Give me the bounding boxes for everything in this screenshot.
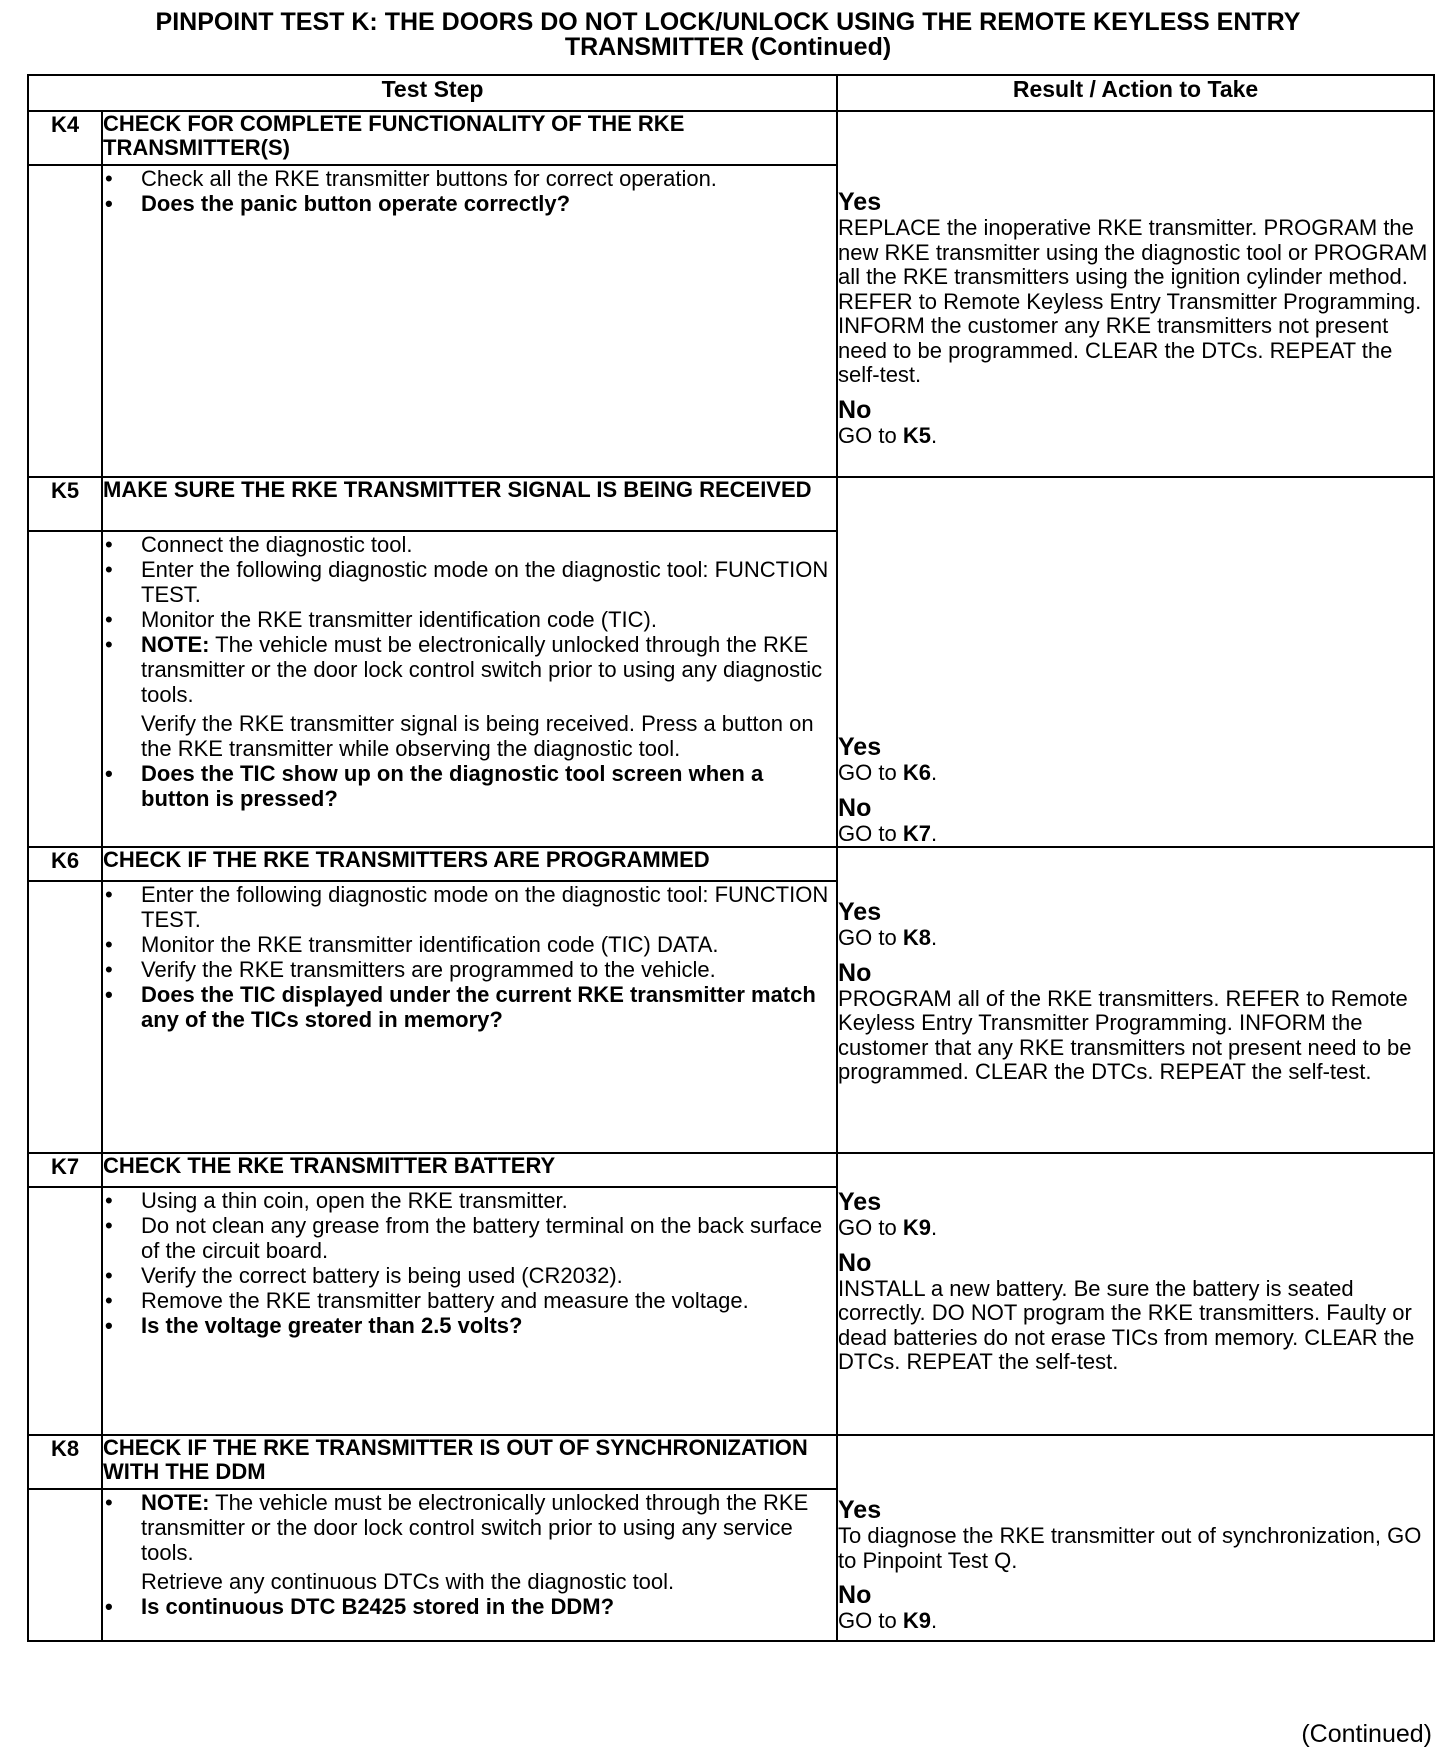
step-k6-result: [837, 847, 1434, 1153]
step-k4-instructions: [102, 165, 837, 477]
list-item: • Monitor the RKE transmitter identification code (TIC).: [103, 607, 836, 632]
list-item: • NOTE: The vehicle must be electronically unlocked through the RKE transmitter or the door lock control switch prior to using any diagnostic tools.: [103, 632, 836, 707]
list-item: • Monitor the RKE transmitter identification code (TIC) DATA.: [103, 932, 836, 957]
pinpoint-test-table: [27, 74, 1435, 1642]
no-label: No: [838, 958, 872, 987]
step-k5-heading-row: [28, 477, 1434, 531]
step-k8-instructions: [102, 1489, 837, 1641]
header-result: Result / Action to Take: [837, 75, 1434, 111]
yes-action: REPLACE the inoperative RKE transmitter. PROGRAM the new RKE transmitter using the diagnostic tool or PROGRAM all the RKE transmitters using the ignition cylinder method. REFER to Remote Keyless Entry Transmitter Programming. INFORM the customer any RKE transmitters not present need to be programmed. CLEAR the DTCs. REPEAT the self-test.: [838, 215, 1428, 387]
no-label: No: [838, 395, 872, 424]
yes-action: GO to K9.: [838, 1215, 938, 1240]
step-k7-result: [837, 1153, 1434, 1435]
no-label: No: [838, 1581, 872, 1609]
step-id: K5: [28, 477, 102, 531]
yes-label: Yes: [838, 1188, 882, 1216]
list-item: • NOTE: The vehicle must be electronically unlocked through the RKE transmitter or the door lock control switch prior to using any service tools.: [103, 1490, 836, 1565]
step-continuation: Verify the RKE transmitter signal is being received. Press a button on the RKE transmitter while observing the diagnostic tool.: [141, 711, 814, 761]
list-item: • Using a thin coin, open the RKE transmitter.: [103, 1188, 836, 1213]
step-k7-instructions: [102, 1187, 837, 1435]
list-item: • Verify the correct battery is being used (CR2032).: [103, 1263, 836, 1288]
step-id: K7: [28, 1153, 102, 1187]
header-test-step: Test Step: [28, 75, 837, 111]
note-label: NOTE:: [141, 1490, 210, 1515]
list-item: • Check all the RKE transmitter buttons for correct operation.: [103, 166, 836, 191]
list-item: • Connect the diagnostic tool.: [103, 532, 836, 557]
list-item: • Does the TIC displayed under the current RKE transmitter match any of the TICs stored in memory?: [103, 982, 836, 1032]
step-k8-heading-row: [28, 1435, 1434, 1489]
list-item: • Does the panic button operate correctly?: [103, 191, 836, 216]
list-item: • Verify the RKE transmitters are programmed to the vehicle.: [103, 957, 836, 982]
step-k8-result: [837, 1435, 1434, 1641]
step-heading: CHECK IF THE RKE TRANSMITTER IS OUT OF SYNCHRONIZATION WITH THE DDM: [102, 1435, 837, 1489]
list-item: • Enter the following diagnostic mode on the diagnostic tool: FUNCTION TEST.: [103, 882, 836, 932]
step-heading: MAKE SURE THE RKE TRANSMITTER SIGNAL IS BEING RECEIVED: [102, 477, 837, 531]
yes-action: GO to K6.: [838, 760, 938, 785]
step-k4-heading-row: [28, 111, 1434, 165]
table-header-row: [28, 75, 1434, 111]
list-item: • Is continuous DTC B2425 stored in the DDM?: [103, 1594, 836, 1619]
step-heading: CHECK THE RKE TRANSMITTER BATTERY: [102, 1153, 837, 1187]
step-k4-result: [837, 111, 1434, 477]
title-line-1: PINPOINT TEST K: THE DOORS DO NOT LOCK/UNLOCK USING THE REMOTE KEYLESS ENTRY: [155, 8, 1301, 36]
step-id: K6: [28, 847, 102, 881]
page-title: [0, 10, 1456, 60]
list-item: • Does the TIC show up on the diagnostic tool screen when a button is pressed?: [103, 761, 836, 811]
step-id: K4: [28, 111, 102, 165]
yes-label: Yes: [838, 733, 882, 761]
yes-label: Yes: [838, 188, 882, 216]
list-item: • Do not clean any grease from the battery terminal on the back surface of the circuit board.: [103, 1213, 836, 1263]
step-heading: CHECK FOR COMPLETE FUNCTIONALITY OF THE RKE TRANSMITTER(S): [102, 111, 837, 165]
yes-label: Yes: [838, 898, 882, 926]
no-label: No: [838, 793, 872, 822]
yes-action: GO to K8.: [838, 925, 938, 950]
no-label: No: [838, 1248, 872, 1277]
no-action: GO to K5.: [838, 422, 938, 448]
no-action: INSTALL a new battery. Be sure the battery is seated correctly. DO NOT program the RKE transmitters. Faulty or dead batteries do not erase TICs from memory. CLEAR the DTCs. REPEAT the self-test.: [838, 1275, 1415, 1374]
list-item: • Is the voltage greater than 2.5 volts?: [103, 1313, 836, 1338]
step-k6-heading-row: [28, 847, 1434, 881]
no-action: GO to K7.: [838, 820, 938, 846]
no-action: GO to K9.: [838, 1608, 938, 1633]
yes-label: Yes: [838, 1496, 882, 1524]
list-item: • Remove the RKE transmitter battery and measure the voltage.: [103, 1288, 836, 1313]
step-k5-result: [837, 477, 1434, 847]
step-id: K8: [28, 1435, 102, 1489]
note-label: NOTE:: [141, 632, 210, 657]
yes-action: To diagnose the RKE transmitter out of synchronization, GO to Pinpoint Test Q.: [838, 1523, 1422, 1573]
step-continuation: Retrieve any continuous DTCs with the diagnostic tool.: [141, 1569, 675, 1594]
continued-label: (Continued): [1301, 1720, 1432, 1748]
step-k6-instructions: [102, 881, 837, 1153]
step-k5-instructions: [102, 531, 837, 847]
list-item: • Enter the following diagnostic mode on the diagnostic tool: FUNCTION TEST.: [103, 557, 836, 607]
step-k7-heading-row: [28, 1153, 1434, 1187]
no-action: PROGRAM all of the RKE transmitters. REFER to Remote Keyless Entry Transmitter Programming. INFORM the customer that any RKE transmitters not present need to be programmed. CLEAR the DTCs. REPEAT the self-test.: [838, 985, 1412, 1084]
title-line-2: TRANSMITTER (Continued): [564, 33, 892, 61]
step-heading: CHECK IF THE RKE TRANSMITTERS ARE PROGRAMMED: [102, 847, 837, 881]
